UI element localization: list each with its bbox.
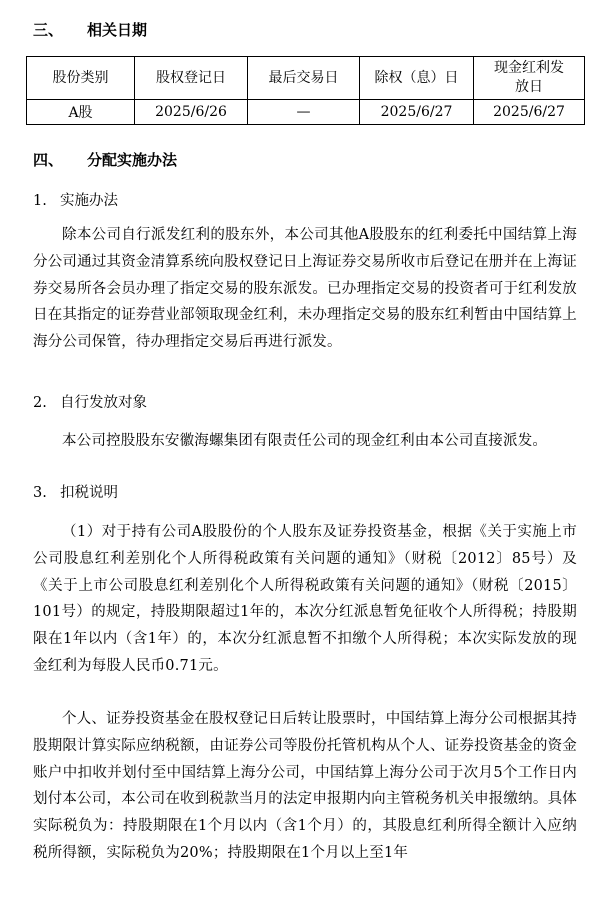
- subheading-self-distribution: [33, 391, 147, 412]
- subheading-implementation: [33, 189, 118, 210]
- section-number: 三、: [33, 21, 64, 39]
- item-number: 2.: [33, 395, 47, 411]
- table-header-row: [27, 57, 585, 100]
- cell-share-class: A股: [27, 100, 135, 125]
- section-heading-method: [33, 149, 177, 170]
- cell-payment-date: 2025/6/27: [474, 100, 585, 125]
- item-title: 实施办法: [60, 193, 118, 209]
- item-number: 1.: [33, 193, 47, 209]
- header-payment-date: [474, 57, 585, 100]
- header-record-date: 股权登记日: [135, 57, 248, 100]
- header-ex-dividend-date: 除权（息）日: [360, 57, 474, 100]
- cell-last-trading-day: —: [248, 100, 360, 125]
- section-title: 分配实施办法: [87, 151, 178, 169]
- subheading-tax: [33, 481, 118, 502]
- section-number: 四、: [33, 151, 64, 169]
- paragraph-tax-transfer: 个人、证券投资基金在股权登记日后转让股票时，中国结算上海分公司根据其持股期限计算实际应纳税额，由证券公司等股份托管机构从个人、证券投资基金的资金账户中扣收并划付至中国结算上海分公司，中国结算上海分公司于次月5个工作日内划付本公司，本公司在收到税款当月的法定申报期内向主管税务机关申报缴纳。具体实际税负为：持股期限在1个月以内（含1个月）的，其股息红利所得全额计入应纳税所得额，实际税负为20%；持股期限在1个月以上至1年: [33, 711, 577, 861]
- cell-ex-dividend-date: 2025/6/27: [360, 100, 474, 125]
- header-payment-date-text: 现金红利发放日: [494, 60, 564, 95]
- item-number: 3.: [33, 485, 47, 501]
- item-title: 自行发放对象: [60, 395, 147, 411]
- paragraph-implementation: 除本公司自行派发红利的股东外，本公司其他A股股东的红利委托中国结算上海分公司通过其资金清算系统向股权登记日上海证券交易所收市后登记在册并在上海证券交易所各会员办理了指定交易的股东派发。已办理指定交易的投资者可于红利发放日在其指定的证券营业部领取现金红利，未办理指定交易的股东红利暂由中国结算上海分公司保管，待办理指定交易后再进行派发。: [33, 227, 577, 351]
- dates-table: [26, 56, 585, 125]
- header-last-trading-day: 最后交易日: [248, 57, 360, 100]
- cell-record-date: 2025/6/26: [135, 100, 248, 125]
- table-row: [27, 100, 585, 125]
- paragraph-self-distribution: 本公司控股股东安徽海螺集团有限责任公司的现金红利由本公司直接派发。: [62, 433, 548, 449]
- section-title: 相关日期: [87, 21, 148, 39]
- item-title: 扣税说明: [60, 485, 118, 501]
- section-heading-dates: [33, 19, 147, 40]
- paragraph-tax-individual: （1）对于持有公司A股股份的个人股东及证券投资基金，根据《关于实施上市公司股息红利差别化个人所得税政策有关问题的通知》（财税〔2012〕85号）及《关于上市公司股息红利差别化个人所得税政策有关问题的通知》（财税〔2015〕101号）的规定，持股期限超过1年的，本次分红派息暂免征收个人所得税；持股期限在1年以内（含1年）的，本次分红派息暂不扣缴个人所得税；本次实际发放的现金红利为每股人民币0.71元。: [33, 524, 577, 674]
- header-share-class: 股份类别: [27, 57, 135, 100]
